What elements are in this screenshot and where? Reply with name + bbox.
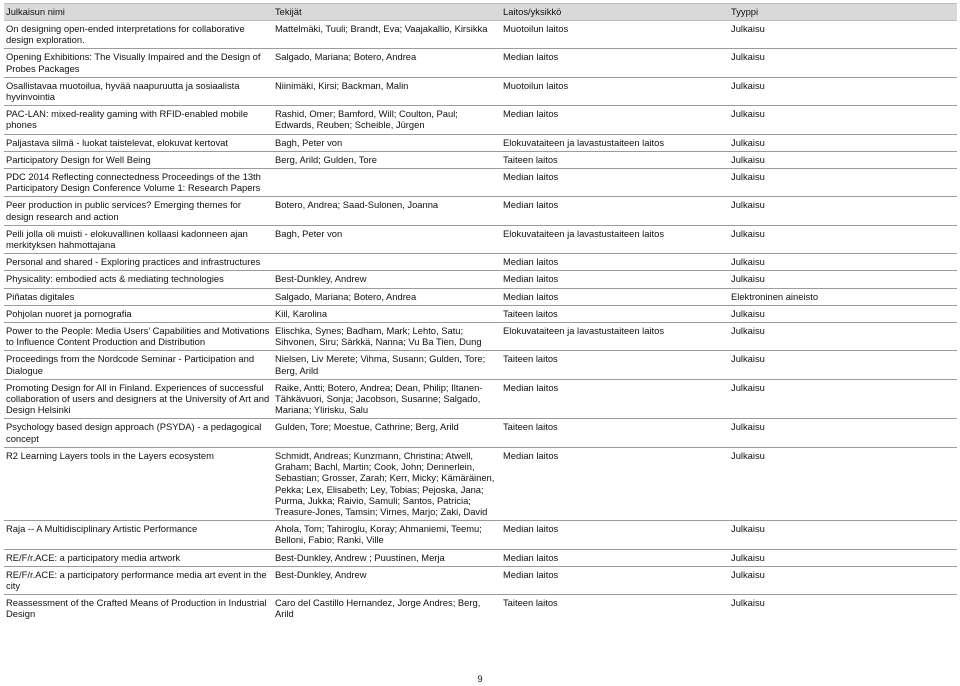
cell-authors: Mattelmäki, Tuuli; Brandt, Eva; Vaajakallio, Kirsikka xyxy=(275,23,488,34)
table-row xyxy=(4,21,957,49)
cell-type: Julkaisu xyxy=(729,77,957,105)
cell-department: Median laitos xyxy=(501,288,729,305)
cell-type: Julkaisu xyxy=(729,197,957,225)
publication-sheet xyxy=(4,3,957,623)
cell-department: Elokuvataiteen ja lavastustaiteen laitos xyxy=(501,323,729,351)
cell-authors: Gulden, Tore; Moestue, Cathrine; Berg, Arild xyxy=(273,419,501,447)
cell-department: Elokuvataiteen ja lavastustaiteen laitos xyxy=(501,225,729,253)
cell-authors: Bagh, Peter von xyxy=(273,225,501,253)
page-number: 9 xyxy=(477,673,483,684)
cell-title: RE/F/r.ACE: a participatory performance media art event in the city xyxy=(4,566,273,594)
cell-title: Reassessment of the Crafted Means of Production in Industrial Design xyxy=(4,595,273,623)
cell-authors: Berg, Arild; Gulden, Tore xyxy=(273,151,501,168)
cell-department: Taiteen laitos xyxy=(501,419,729,447)
cell-title: R2 Learning Layers tools in the Layers ecosystem xyxy=(4,447,273,520)
cell-department: Median laitos xyxy=(501,49,729,77)
cell-authors: Raike, Antti; Botero, Andrea; Dean, Philip; Iltanen-Tähkävuori, Sonja; Jacobson, Susanne; Salgado, Mariana; Ylirisku, Salu xyxy=(273,379,501,419)
cell-authors: Salgado, Mariana; Botero, Andrea xyxy=(273,288,501,305)
cell-department: Taiteen laitos xyxy=(501,351,729,379)
cell-type: Julkaisu xyxy=(729,106,957,134)
cell-title: On designing open-ended interpretations for collaborative design exploration. xyxy=(6,23,245,46)
cell-type: Julkaisu xyxy=(729,419,957,447)
cell-department: Median laitos xyxy=(501,254,729,271)
cell-department: Median laitos xyxy=(501,169,729,197)
cell-department: Median laitos xyxy=(501,447,729,520)
cell-type: Julkaisu xyxy=(729,323,957,351)
cell-title: Promoting Design for All in Finland. Experiences of successful collaboration of users and designers at the University of Art and Design Helsinki xyxy=(4,379,273,419)
cell-department: Taiteen laitos xyxy=(501,595,729,623)
cell-department: Elokuvataiteen ja lavastustaiteen laitos xyxy=(501,134,729,151)
cell-authors: Best-Dunkley, Andrew ; Puustinen, Merja xyxy=(273,549,501,566)
cell-type: Julkaisu xyxy=(729,549,957,566)
column-header-department: Laitos/yksikkö xyxy=(501,4,729,21)
table-row xyxy=(4,197,957,225)
cell-department: Muotoilun laitos xyxy=(503,23,569,34)
cell-title: Proceedings from the Nordcode Seminar - Participation and Dialogue xyxy=(4,351,273,379)
table-row xyxy=(4,379,957,419)
publication-table xyxy=(4,3,957,623)
cell-authors: Rashid, Omer; Bamford, Will; Coulton, Paul; Edwards, Reuben; Scheible, Jürgen xyxy=(273,106,501,134)
cell-type: Julkaisu xyxy=(729,379,957,419)
cell-authors: Kiil, Karolina xyxy=(273,305,501,322)
cell-type: Julkaisu xyxy=(729,169,957,197)
column-header-title: Julkaisun nimi xyxy=(4,4,273,21)
cell-department: Median laitos xyxy=(501,566,729,594)
cell-department: Taiteen laitos xyxy=(501,305,729,322)
cell-type: Julkaisu xyxy=(729,566,957,594)
cell-authors: Best-Dunkley, Andrew xyxy=(273,566,501,594)
cell-type: Julkaisu xyxy=(731,23,765,34)
cell-title: Peili jolla oli muisti - elokuvallinen kollaasi kadonneen ajan merkityksen hahmottajana xyxy=(4,225,273,253)
cell-authors: Best-Dunkley, Andrew xyxy=(273,271,501,288)
table-row xyxy=(4,169,957,197)
cell-authors: Bagh, Peter von xyxy=(273,134,501,151)
cell-authors: Niinimäki, Kirsi; Backman, Malin xyxy=(273,77,501,105)
column-header-authors: Tekijät xyxy=(273,4,501,21)
cell-title: Pohjolan nuoret ja pornografia xyxy=(4,305,273,322)
table-row xyxy=(4,595,957,623)
cell-department: Median laitos xyxy=(501,197,729,225)
table-row xyxy=(4,151,957,168)
cell-title: PAC-LAN: mixed-reality gaming with RFID-enabled mobile phones xyxy=(4,106,273,134)
table-row xyxy=(4,271,957,288)
cell-title: Physicality: embodied acts & mediating technologies xyxy=(4,271,273,288)
table-row xyxy=(4,106,957,134)
cell-type: Julkaisu xyxy=(729,271,957,288)
cell-title: Opening Exhibitions: The Visually Impaired and the Design of Probes Packages xyxy=(4,49,273,77)
cell-type: Elektroninen aineisto xyxy=(729,288,957,305)
table-row xyxy=(4,351,957,379)
cell-authors: Botero, Andrea; Saad-Sulonen, Joanna xyxy=(273,197,501,225)
cell-type: Julkaisu xyxy=(729,225,957,253)
cell-title: PDC 2014 Reflecting connectedness Proceedings of the 13th Participatory Design Conference Volume 1: Research Papers xyxy=(4,169,273,197)
cell-authors: Salgado, Mariana; Botero, Andrea xyxy=(273,49,501,77)
cell-department: Median laitos xyxy=(501,549,729,566)
cell-authors: Nielsen, Liv Merete; Vihma, Susann; Gulden, Tore; Berg, Arild xyxy=(273,351,501,379)
cell-department: Median laitos xyxy=(501,379,729,419)
cell-title: Participatory Design for Well Being xyxy=(4,151,273,168)
cell-department: Median laitos xyxy=(501,106,729,134)
table-row xyxy=(4,254,957,271)
table-row xyxy=(4,225,957,253)
cell-type: Julkaisu xyxy=(729,134,957,151)
cell-type: Julkaisu xyxy=(729,151,957,168)
table-row xyxy=(4,323,957,351)
cell-department: Median laitos xyxy=(501,271,729,288)
table-row xyxy=(4,447,957,520)
cell-type: Julkaisu xyxy=(729,351,957,379)
cell-title: Power to the People: Media Users’ Capabilities and Motivations to Influence Content Production and Distribution xyxy=(4,323,273,351)
header-row xyxy=(4,4,957,21)
cell-authors xyxy=(273,169,501,197)
cell-title: Peer production in public services? Emerging themes for design research and action xyxy=(4,197,273,225)
cell-title: Osallistavaa muotoilua, hyvää naapuruutta ja sosiaalista hyvinvointia xyxy=(4,77,273,105)
cell-department: Median laitos xyxy=(501,521,729,549)
table-row xyxy=(4,49,957,77)
table-row xyxy=(4,419,957,447)
cell-title: Paljastava silmä - luokat taistelevat, elokuvat kertovat xyxy=(4,134,273,151)
cell-title: Raja -- A Multidisciplinary Artistic Performance xyxy=(4,521,273,549)
cell-department: Taiteen laitos xyxy=(501,151,729,168)
table-row xyxy=(4,305,957,322)
table-row xyxy=(4,134,957,151)
cell-type: Julkaisu xyxy=(729,521,957,549)
table-row xyxy=(4,288,957,305)
cell-title: Psychology based design approach (PSYDA) - a pedagogical concept xyxy=(4,419,273,447)
cell-type: Julkaisu xyxy=(729,305,957,322)
table-row xyxy=(4,549,957,566)
cell-authors: Schmidt, Andreas; Kunzmann, Christina; Atwell, Graham; Bachl, Martin; Cook, John; Dennerlein, Sebastian; Grosser, Zarah; Kerr, Micky; Kämäräinen, Pekka; Lex, Elisabeth; Ley, Tobias; Pejoska, Jana; Purma, Jukka; Raivio, Samuli; Santos, Patricia; Treasure-Jones, Tamsin; Virnes, Marjo; Zaki, David xyxy=(273,447,501,520)
cell-type: Julkaisu xyxy=(729,595,957,623)
cell-authors: Ahola, Tom; Tahiroglu, Koray; Ahmaniemi, Teemu; Belloni, Fabio; Ranki, Ville xyxy=(273,521,501,549)
cell-type: Julkaisu xyxy=(729,447,957,520)
table-row xyxy=(4,566,957,594)
cell-authors: Caro del Castillo Hernandez, Jorge Andres; Berg, Arild xyxy=(273,595,501,623)
cell-title: Personal and shared - Exploring practices and infrastructures xyxy=(4,254,273,271)
cell-title: RE/F/r.ACE: a participatory media artwork xyxy=(4,549,273,566)
cell-type: Julkaisu xyxy=(729,49,957,77)
cell-type: Julkaisu xyxy=(729,254,957,271)
cell-title: Piñatas digitales xyxy=(4,288,273,305)
table-row xyxy=(4,77,957,105)
cell-authors xyxy=(273,254,501,271)
cell-department: Muotoilun laitos xyxy=(501,77,729,105)
cell-authors: Elischka, Synes; Badham, Mark; Lehto, Satu; Sihvonen, Siru; Särkkä, Nanna; Vu Ba Tien, Dung xyxy=(273,323,501,351)
column-header-type: Tyyppi xyxy=(729,4,957,21)
table-body xyxy=(4,21,957,623)
table-row xyxy=(4,521,957,549)
